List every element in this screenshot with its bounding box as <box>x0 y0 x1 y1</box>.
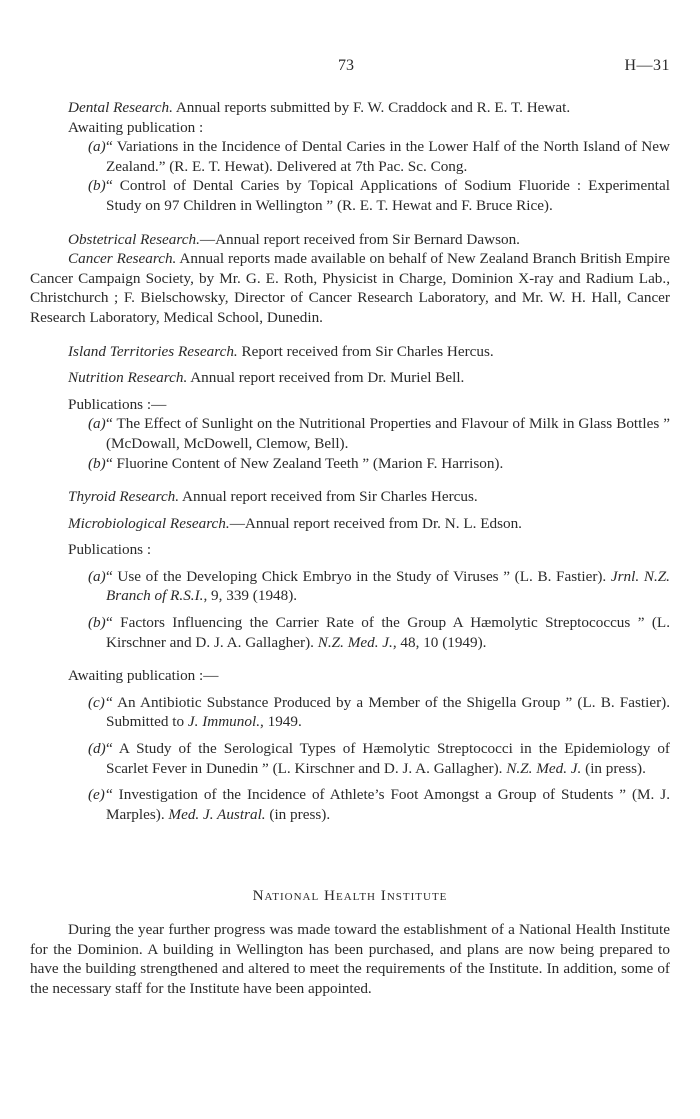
list-item <box>30 137 670 176</box>
journal-name: Med. J. Austral. <box>168 805 266 823</box>
dental-awaiting-label: Awaiting publication : <box>68 118 204 136</box>
item-text: “ Fluorine Content of New Zealand Teeth ” (Marion F. Harrison). <box>106 454 504 472</box>
report-reference: H—31 <box>624 57 670 74</box>
institute-paragraph: During the year further progress was made toward the establishment of a National Health Institute for the Dominion. A building in Wellington has been purchased, and plans are now being prepared to have the building strengthened and altered to meet the requirements of the Institute. In addition, some of the necessary staff for the Institute have been appointed. <box>30 921 670 997</box>
citation-details: (in press). <box>265 805 331 823</box>
list-item <box>30 739 670 778</box>
item-text: “ Control of Dental Caries by Topical Applications of Sodium Fluoride : Experimental Study on 97 Children in Wellington ” (R. E. T. Hewat and F. Bruce Rice). <box>106 177 670 214</box>
item-label: (d) <box>88 740 106 758</box>
list-item <box>30 613 670 652</box>
citation-details: , 1949. <box>260 713 302 731</box>
micro-research-text: —Annual report received from Dr. N. L. Edson. <box>229 514 522 532</box>
item-label: (b) <box>88 177 106 195</box>
obstetrical-research-paragraph <box>30 230 670 250</box>
item-label: (a) <box>88 567 106 585</box>
micro-publications-label: Publications : <box>68 541 152 559</box>
item-text: “ Use of the Developing Chick Embryo in the Study of Viruses ” (L. B. Fastier). <box>106 567 611 585</box>
list-item <box>30 567 670 606</box>
section-title: National Health Institute <box>252 887 448 905</box>
item-label: (a) <box>88 138 106 156</box>
item-label: (a) <box>88 415 106 433</box>
obstetrical-research-heading: Obstetrical Research. <box>68 230 200 248</box>
micro-awaiting-label: Awaiting publication :— <box>68 667 219 685</box>
journal-name: N.Z. Med. J. <box>506 759 582 777</box>
item-label: (c) <box>88 693 105 711</box>
nutrition-research-paragraph <box>30 368 670 388</box>
item-text: “ The Effect of Sunlight on the Nutritional Properties and Flavour of Milk in Glass Bottles ” (McDowall, McDowell, Clemow, Bell). <box>106 415 670 452</box>
item-text: “ An Antibiotic Substance Produced by a Member of the Shigella Group ” (L. B. Fastier). Submitted to <box>106 693 670 731</box>
dental-research-text: Annual reports submitted by F. W. Craddock and R. E. T. Hewat. <box>172 99 571 116</box>
page-number: 73 <box>338 57 354 74</box>
nutrition-research-text: Annual report received from Dr. Muriel Bell. <box>187 369 465 387</box>
island-research-text: Report received from Sir Charles Hercus. <box>237 342 494 360</box>
journal-name: N.Z. Med. J. <box>317 633 393 651</box>
item-text: “ Variations in the Incidence of Dental Caries in the Lower Half of the North Island of New Zealand.” (R. E. T. Hewat). Delivered at 7th Pac. Sc. Cong. <box>106 138 670 175</box>
dental-research-heading: Dental Research. <box>68 99 173 116</box>
item-label: (b) <box>88 454 106 472</box>
cancer-research-paragraph <box>30 249 670 327</box>
list-item <box>30 785 670 824</box>
page-header <box>0 56 700 78</box>
journal-name: Jrnl. N.Z. Branch of R.S.I. <box>106 567 670 605</box>
micro-research-paragraph <box>30 514 670 534</box>
list-item <box>30 414 670 453</box>
nutrition-research-heading: Nutrition Research. <box>68 369 188 387</box>
item-text: “ Investigation of the Incidence of Athlete’s Foot Amongst a Group of Students ” (M. J. Marples). <box>106 786 670 823</box>
thyroid-research-text: Annual report received from Sir Charles Hercus. <box>179 488 478 506</box>
list-item <box>30 176 670 215</box>
citation-details: , 48, 10 (1949). <box>392 633 487 651</box>
item-text: “ Factors Influencing the Carrier Rate of the Group A Hæmolytic Streptococcus ” (L. Kirschner and D. J. A. Gallagher). <box>106 614 670 651</box>
citation-details: , 9, 339 (1948). <box>203 587 298 605</box>
island-research-paragraph <box>30 342 670 362</box>
item-text: “ A Study of the Serological Types of Hæmolytic Streptococci in the Epidemiology of Scarlet Fever in Dunedin ” (L. Kirschner and D. J. A. Gallagher). <box>106 740 670 777</box>
citation-details: (in press). <box>581 759 646 777</box>
island-research-heading: Island Territories Research. <box>68 342 238 360</box>
dental-research-paragraph <box>30 98 670 118</box>
nutrition-publications-label: Publications :— <box>68 395 167 413</box>
item-label: (b) <box>88 614 106 632</box>
micro-research-heading: Microbiological Research. <box>68 514 230 532</box>
page-body <box>30 98 670 998</box>
list-item <box>30 454 670 474</box>
cancer-research-heading: Cancer Research. <box>68 250 177 268</box>
obstetrical-research-text: —Annual report received from Sir Bernard Dawson. <box>199 230 520 248</box>
list-item <box>30 693 670 732</box>
thyroid-research-paragraph <box>30 487 670 507</box>
item-label: (e) <box>88 786 105 804</box>
thyroid-research-heading: Thyroid Research. <box>68 488 180 506</box>
journal-name: J. Immunol. <box>187 713 260 731</box>
cancer-research-text: Annual reports made available on behalf of New Zealand Branch British Empire Cancer Campaign Society, by Mr. G. E. Roth, Physicist in Charge, Dominion X-ray and Radium Lab., Christchurch ; F. Bielschowsky, Director of Cancer Research Laboratory, and Mr. W. H. Hall, Cancer Research Laboratory, Medical School, Dunedin. <box>30 250 670 326</box>
